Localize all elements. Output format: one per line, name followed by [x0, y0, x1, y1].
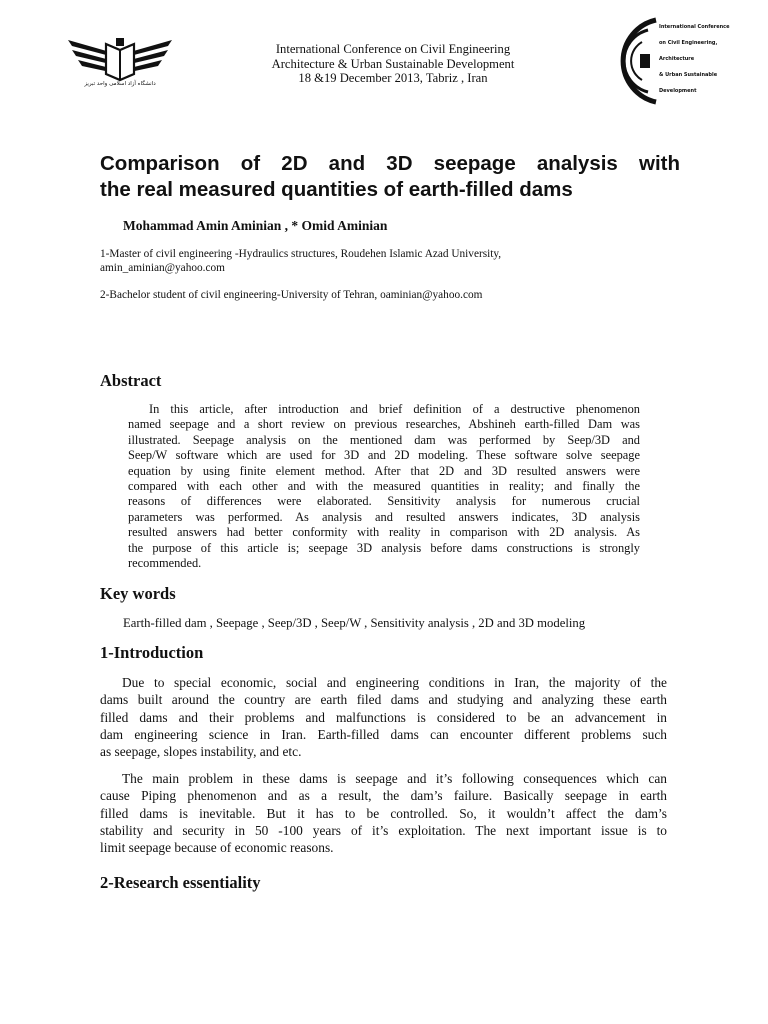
- title-line: the real measured quantities of earth-filled dams: [100, 178, 573, 201]
- conference-seal-logo-icon: [626, 16, 730, 106]
- introduction-paragraph-1: [100, 674, 667, 760]
- university-logo-caption: دانشگاه آزاد اسلامی واحد تبریز: [84, 81, 156, 87]
- seal-line: International Conference: [659, 24, 730, 30]
- authors: Mohammad Amin Aminian , * Omid Aminian: [123, 218, 388, 233]
- abstract-line: reasons of differences were elaborated. Sensitivity analysis for numerous crucial: [128, 494, 640, 509]
- research-heading: 2-Research essentiality: [100, 873, 261, 892]
- title-line: Comparison of 2D and 3D seepage analysis with: [100, 152, 680, 175]
- paragraph-line: as seepage, slopes instability, and etc.: [100, 744, 302, 760]
- paper-title: [100, 151, 680, 203]
- introduction-paragraph-2: [100, 770, 667, 856]
- affiliation-1: [100, 248, 660, 275]
- paragraph-line: cause Piping phenomenon and as a result, the dam’s failure. Basically seepage in earth: [100, 788, 667, 804]
- abstract-line: Seep/W software which are used for 3D and 2D modeling. These software solve seepage: [128, 448, 640, 463]
- paragraph-line: filled dams is inevitable. But it has to be controlled. So, it wouldn’t affect the dam’s: [100, 805, 667, 821]
- keywords-heading: Key words: [100, 584, 176, 603]
- affiliation-email: amin_aminian@yahoo.com: [100, 261, 225, 274]
- abstract-line: illustrated. Seepage analysis on the mentioned dam was performed by Seep/3D and: [128, 432, 640, 447]
- abstract-line: compared with each other and with the measured quantities in reality; and finally the: [128, 479, 640, 494]
- paragraph-line: limit seepage because of economic reasons.: [100, 840, 334, 856]
- conference-logo: [626, 16, 730, 106]
- paragraph-line: Due to special economic, social and engineering conditions in Iran, the majority of the: [122, 675, 667, 690]
- paragraph-line: stability and security in 50 -100 years of it’s exploitation. The next important issue is to: [100, 822, 667, 838]
- paragraph-line: dam engineering science in Iran. Earth-filled dams can encounter different problems such: [100, 726, 667, 742]
- seal-line: Development: [659, 88, 697, 94]
- abstract-heading: Abstract: [100, 371, 162, 390]
- university-logo: [60, 30, 180, 92]
- abstract-line: resulted answers had better conformity with reality in comparison with 2D analysis. As: [128, 525, 640, 540]
- abstract-line: equation by using finite element method. After that 2D and 3D resulted answers were: [128, 463, 640, 478]
- abstract-body: [128, 402, 640, 571]
- affiliation-line: 1-Master of civil engineering -Hydraulics structures, Roudehen Islamic Azad University,: [100, 248, 502, 260]
- paragraph-line: The main problem in these dams is seepage and it’s following consequences which can: [122, 771, 667, 786]
- conference-line: International Conference on Civil Engineering: [275, 42, 511, 56]
- conference-info: [238, 42, 548, 86]
- keywords-text: Earth-filled dam , Seepage , Seep/3D , Seep/W , Sensitivity analysis , 2D and 3D modeling: [123, 616, 586, 630]
- abstract-line: the purpose of this article is; seepage 3D analysis before dams constructions is strongly: [128, 540, 640, 555]
- conference-line: Architecture & Urban Sustainable Development: [271, 56, 515, 71]
- affiliation-2: [100, 289, 660, 303]
- paragraph-line: filled dams and their problems and malfunctions is considered to be an advancement in: [100, 709, 667, 725]
- seal-line: on Civil Engineering,: [659, 40, 718, 46]
- seal-line: & Urban Sustainable: [659, 72, 718, 78]
- introduction-heading: 1-Introduction: [100, 643, 204, 662]
- abstract-line: parameters was performed. As analysis and resulted answers indicates, 3D analysis: [128, 509, 640, 524]
- abstract-line: In this article, after introduction and brief definition of a destructive phenomenon: [149, 402, 640, 416]
- abstract-line: named seepage and a short review on previous researches, Abshineh earth-filled Dam was: [128, 417, 640, 432]
- paragraph-line: dams built around the country are earth filed dams and studying and analyzing these earth: [100, 692, 667, 708]
- abstract-line: recommended.: [128, 556, 202, 571]
- seal-line: Architecture: [659, 56, 695, 62]
- conference-line: 18 &19 December 2013, Tabriz , Iran: [298, 71, 488, 86]
- affiliation-line: 2-Bachelor student of civil engineering-University of Tehran, oaminian@yahoo.com: [100, 289, 483, 301]
